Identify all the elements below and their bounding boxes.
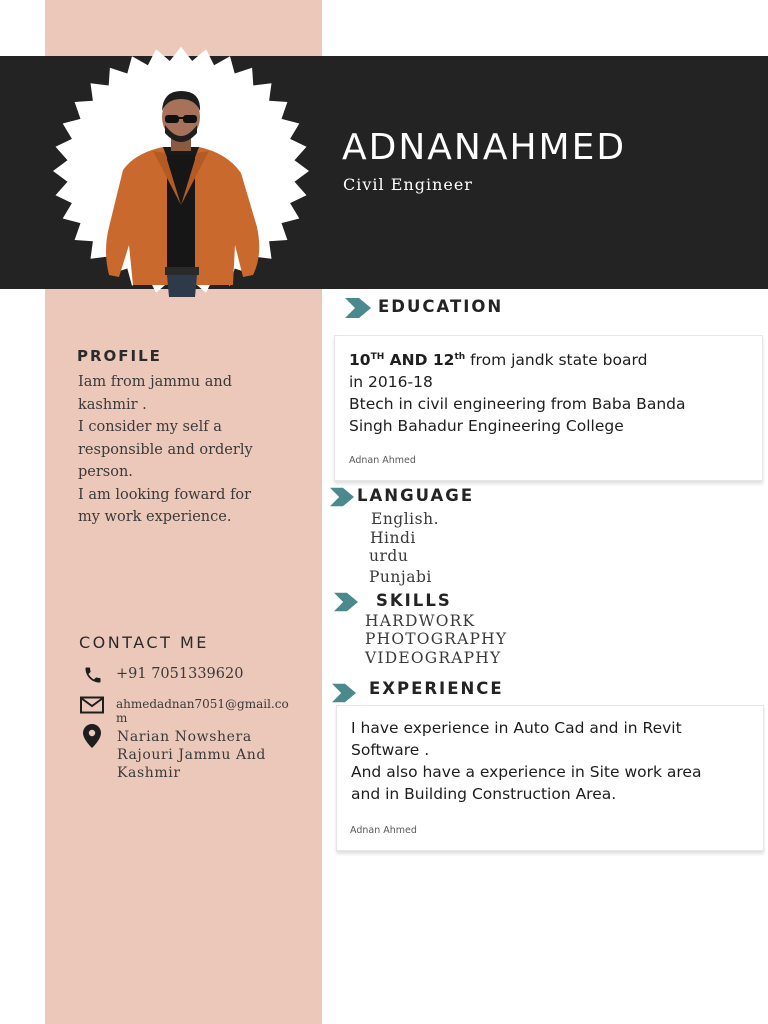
email-line: m bbox=[116, 711, 128, 725]
phone-number[interactable]: +91 7051339620 bbox=[116, 666, 244, 682]
language-heading: LANGUAGE bbox=[357, 486, 475, 505]
job-title: Civil Engineer bbox=[343, 175, 473, 194]
chevron-arrow-icon bbox=[330, 487, 354, 507]
phone-icon bbox=[83, 665, 103, 685]
person-name: ADNANAHMED bbox=[342, 127, 627, 168]
grade-12: AND 12 bbox=[384, 351, 455, 370]
education-line: Singh Bahadur Engineering College bbox=[349, 417, 624, 436]
grade-12-suffix: th bbox=[454, 352, 466, 362]
grade-10: 10 bbox=[349, 351, 371, 370]
education-line: Btech in civil engineering from Baba Banda bbox=[349, 395, 686, 414]
language-item: Punjabi bbox=[369, 568, 432, 586]
chevron-arrow-icon bbox=[334, 592, 358, 612]
profile-line: my work experience. bbox=[78, 509, 232, 525]
experience-card-footer: Adnan Ahmed bbox=[350, 825, 417, 836]
profile-line: Iam from jammu and bbox=[78, 374, 232, 390]
education-heading: EDUCATION bbox=[378, 297, 504, 316]
location-pin-icon bbox=[83, 724, 101, 748]
experience-line: And also have a experience in Site work area bbox=[351, 763, 702, 781]
experience-line: and in Building Construction Area. bbox=[351, 785, 617, 803]
profile-line: I consider my self a bbox=[78, 419, 222, 435]
skill-item: VIDEOGRAPHY bbox=[365, 649, 502, 667]
email-line: ahmedadnan7051@gmail.co bbox=[116, 697, 289, 711]
mail-icon bbox=[80, 696, 104, 714]
experience-text bbox=[351, 717, 701, 805]
experience-heading: EXPERIENCE bbox=[369, 679, 504, 698]
skill-item: PHOTOGRAPHY bbox=[365, 630, 508, 648]
address-line: Narian Nowshera bbox=[117, 729, 252, 745]
education-line: in 2016-18 bbox=[349, 373, 433, 392]
profile-line: kashmir . bbox=[78, 396, 147, 413]
language-item: Hindi bbox=[370, 529, 416, 547]
email-address[interactable] bbox=[116, 697, 289, 725]
grade-10-suffix: TH bbox=[370, 352, 385, 362]
profile-heading: PROFILE bbox=[77, 347, 162, 365]
language-item: English. bbox=[371, 510, 439, 528]
contact-heading: CONTACT ME bbox=[79, 633, 209, 652]
education-text bbox=[349, 346, 685, 437]
education-line-1 bbox=[349, 346, 685, 371]
profile-text bbox=[78, 371, 303, 529]
language-item: urdu bbox=[369, 547, 409, 565]
profile-photo bbox=[45, 45, 317, 300]
skills-heading: SKILLS bbox=[376, 591, 452, 610]
address-line: Rajouri Jammu And bbox=[117, 747, 266, 763]
address bbox=[117, 728, 266, 782]
skill-item: HARDWORK bbox=[365, 612, 476, 630]
profile-line: person. bbox=[78, 464, 133, 480]
starburst-photo-frame bbox=[45, 45, 317, 300]
profile-line: I am looking foward for bbox=[78, 486, 252, 503]
chevron-arrow-icon bbox=[332, 683, 356, 703]
experience-line: I have experience in Auto Cad and in Revit bbox=[351, 719, 682, 737]
experience-line: Software . bbox=[351, 741, 430, 759]
chevron-arrow-icon bbox=[345, 298, 371, 318]
profile-line: responsible and orderly bbox=[78, 441, 253, 458]
education-card-footer: Adnan Ahmed bbox=[349, 455, 416, 466]
address-line: Kashmir bbox=[117, 765, 181, 781]
board-text: from jandk state board bbox=[465, 351, 648, 370]
